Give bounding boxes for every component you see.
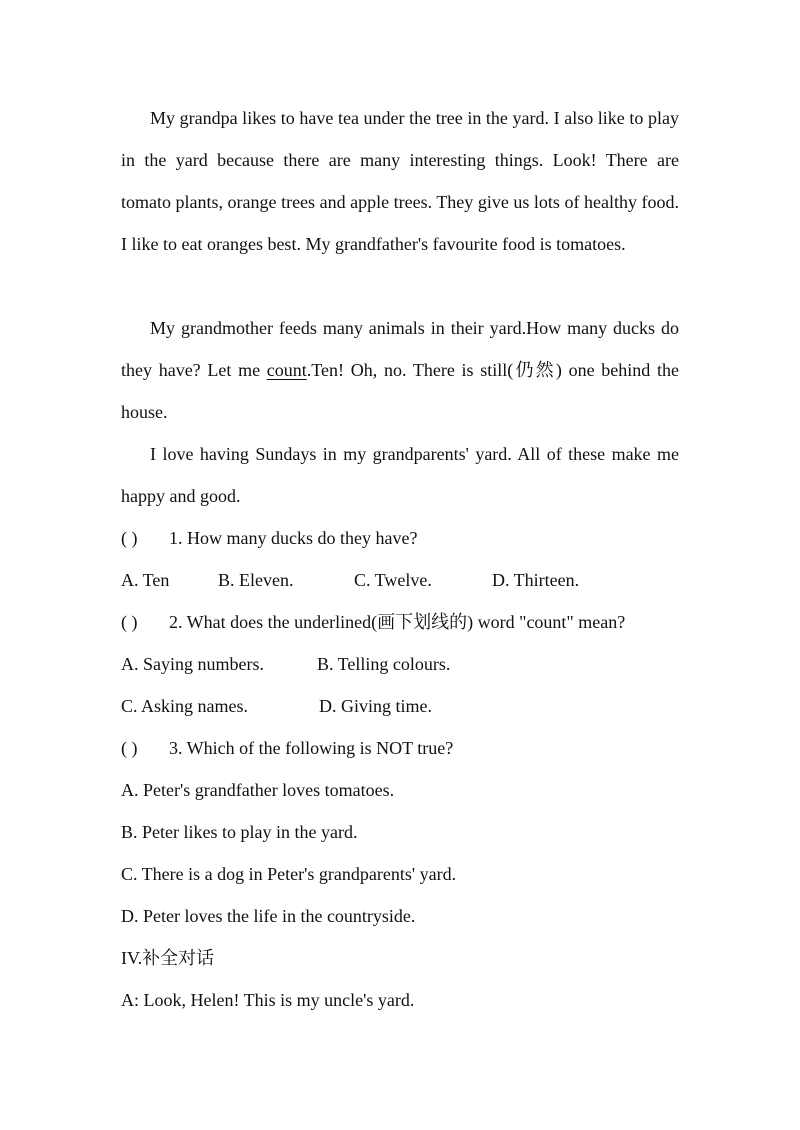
question-3-option-b: B. Peter likes to play in the yard.: [121, 822, 358, 842]
underlined-word-count: count: [266, 360, 307, 380]
question-3-stem: 3. Which of the following is NOT true?: [169, 738, 454, 758]
question-1-option-b: B. Eleven.: [218, 570, 294, 590]
section-heading: IV.补全对话: [121, 948, 215, 968]
question-2-option-c: C. Asking names.: [121, 696, 249, 716]
question-2-option-d: D. Giving time.: [319, 696, 432, 716]
question-3-option-d: D. Peter loves the life in the countryside.: [121, 906, 416, 926]
question-2: [121, 601, 625, 643]
question-2-options-row-1: [121, 643, 681, 685]
passage-paragraph-2-text-after: .Ten! Oh, no. There is still(仍然) one behind the house.: [121, 360, 679, 422]
question-2-option-b: B. Telling colours.: [317, 654, 451, 674]
question-2-options-row-2: [121, 685, 681, 727]
question-1-option-c: C. Twelve.: [354, 570, 432, 590]
answer-blank-1[interactable]: ( ): [121, 528, 138, 548]
dialogue-line-1: A: Look, Helen! This is my uncle's yard.: [121, 990, 415, 1010]
passage-paragraph-2: [121, 307, 679, 433]
question-2-stem: 2. What does the underlined(画下划线的) word "count" mean?: [169, 612, 626, 632]
question-2-option-a: A. Saying numbers.: [121, 654, 264, 674]
question-3-option-a: A. Peter's grandfather loves tomatoes.: [121, 780, 395, 800]
question-1-stem: 1. How many ducks do they have?: [169, 528, 418, 548]
answer-blank-3[interactable]: ( ): [121, 738, 138, 758]
question-1-option-a: A. Ten: [121, 570, 170, 590]
question-1-option-d: D. Thirteen.: [492, 570, 580, 590]
question-1: [121, 517, 417, 559]
passage-paragraph-2-text-before: My grandmother feeds many animals in their yard.How many ducks do they have? Let me: [121, 318, 679, 380]
question-1-options: [121, 559, 681, 601]
question-3-option-c: C. There is a dog in Peter's grandparents' yard.: [121, 864, 457, 884]
question-3: [121, 727, 453, 769]
answer-blank-2[interactable]: ( ): [121, 612, 138, 632]
passage-paragraph-1: My grandpa likes to have tea under the tree in the yard. I also like to play in the yard because there are many interesting things. Look! There are tomato plants, orange trees and apple trees. They give us lots of healthy food. I like to eat oranges best. My grandfather's favourite food is tomatoes.: [121, 108, 679, 254]
passage-paragraph-3: I love having Sundays in my grandparents' yard. All of these make me happy and good.: [121, 444, 679, 506]
